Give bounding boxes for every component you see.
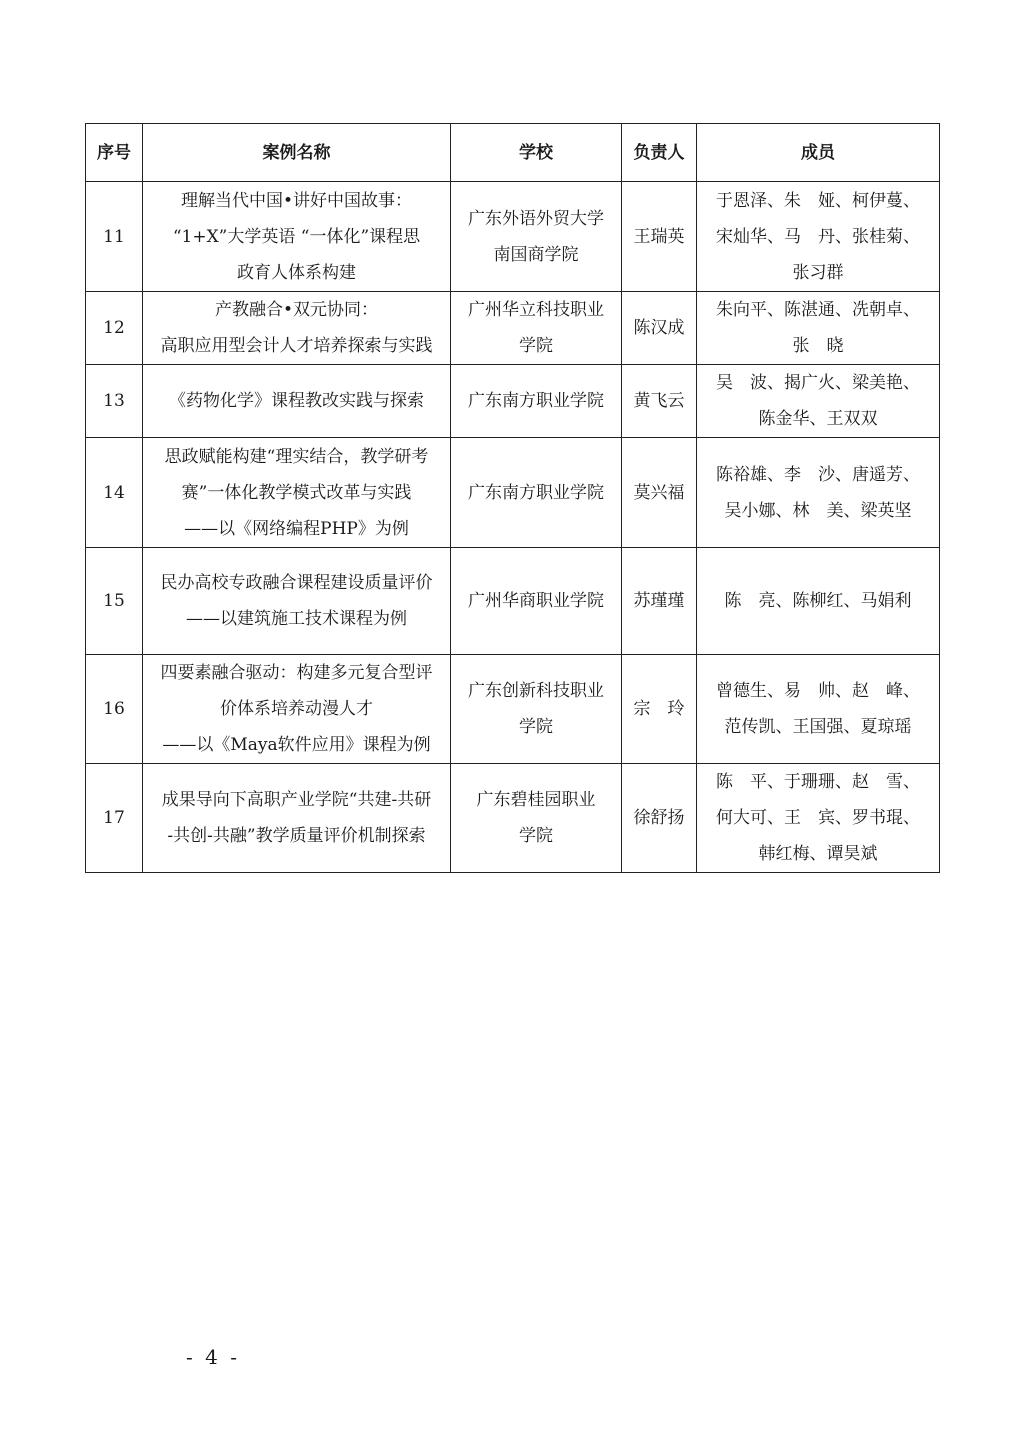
row-school [451, 655, 622, 764]
row-members [697, 438, 940, 548]
row-leader: 王瑞英 [622, 182, 697, 292]
row-members [697, 548, 940, 655]
school-line: 学院 [519, 717, 553, 737]
school-line: 广州华立科技职业 [468, 300, 604, 320]
page-number: - 4 - [186, 1345, 240, 1369]
case-name-line: ——以《Maya软件应用》课程为例 [162, 735, 431, 755]
table-row [86, 438, 940, 548]
row-school [451, 292, 622, 365]
row-school [451, 764, 622, 873]
case-name-line: 四要素融合驱动：构建多元复合型评 [160, 663, 433, 683]
row-members [697, 292, 940, 365]
case-name-line: ——以《网络编程PHP》为例 [184, 518, 409, 539]
row-members [697, 182, 940, 292]
members-line: 韩红梅、谭昊斌 [758, 844, 878, 864]
row-index: 12 [86, 292, 143, 365]
school-line: 广东碧桂园职业 [476, 790, 596, 810]
members-line: 朱向平、陈湛通、冼朝卓、 [716, 300, 920, 320]
row-index: 13 [86, 365, 143, 438]
row-members [697, 655, 940, 764]
row-index: 11 [86, 182, 143, 292]
case-name-line: 产教融合•双元协同： [214, 300, 379, 320]
case-name-line: 赛”一体化教学模式改革与实践 [181, 482, 412, 503]
table-row [86, 548, 940, 655]
row-index: 15 [86, 548, 143, 655]
row-case-name [143, 365, 451, 438]
row-case-name [143, 764, 451, 873]
case-name-line: 政育人体系构建 [237, 262, 356, 283]
row-case-name [143, 655, 451, 764]
row-leader: 莫兴福 [622, 438, 697, 548]
row-school [451, 365, 622, 438]
header-members: 成员 [697, 124, 940, 182]
header-index: 序号 [86, 124, 143, 182]
table-row [86, 182, 940, 292]
table-header-row [86, 124, 940, 182]
case-name-line: 成果导向下高职产业学院“共建-共研 [161, 790, 432, 810]
school-line: 广州华商职业学院 [468, 591, 604, 611]
case-name-line: 民办高校专政融合课程建设质量评价 [160, 573, 433, 593]
header-leader: 负责人 [622, 124, 697, 182]
school-line: 广东南方职业学院 [468, 482, 604, 503]
school-line: 学院 [519, 336, 553, 356]
members-line: 宋灿华、马 丹、张桂菊、 [716, 226, 920, 247]
row-case-name [143, 182, 451, 292]
members-line: 陈金华、王双双 [758, 409, 878, 429]
members-line: 陈 平、于珊珊、赵 雪、 [716, 772, 920, 792]
members-line: 于恩泽、朱 娅、柯伊蔓、 [716, 190, 920, 211]
case-name-line: 价体系培养动漫人才 [220, 699, 373, 719]
row-case-name [143, 292, 451, 365]
members-line: 何大可、王 宾、罗书琨、 [716, 808, 920, 828]
school-line: 南国商学院 [493, 244, 579, 265]
row-school [451, 182, 622, 292]
header-school: 学校 [451, 124, 622, 182]
row-leader: 徐舒扬 [622, 764, 697, 873]
table-row [86, 365, 940, 438]
case-name-line: 高职应用型会计人才培养探索与实践 [160, 336, 433, 356]
members-line: 陈裕雄、李 沙、唐遥芳、 [716, 464, 920, 485]
members-line: 吴 波、揭广火、梁美艳、 [716, 373, 920, 393]
members-line: 吴小娜、林 美、梁英坚 [724, 500, 912, 521]
row-leader: 苏瑾瑾 [622, 548, 697, 655]
table-row [86, 655, 940, 764]
row-school [451, 438, 622, 548]
row-leader: 宗 玲 [622, 655, 697, 764]
school-line: 广东南方职业学院 [468, 391, 604, 411]
members-line: 张 晓 [792, 336, 844, 356]
row-members [697, 764, 940, 873]
case-name-line: 思政赋能构建“理实结合，教学研考 [164, 446, 429, 467]
case-name-line: “1+X”大学英语 “一体化”课程思 [172, 226, 421, 247]
table-row [86, 764, 940, 873]
header-case-name: 案例名称 [143, 124, 451, 182]
school-line: 广东创新科技职业 [468, 681, 604, 701]
row-leader: 黄飞云 [622, 365, 697, 438]
row-school [451, 548, 622, 655]
case-table [85, 123, 940, 873]
members-line: 曾德生、易 帅、赵 峰、 [716, 681, 920, 701]
row-case-name [143, 438, 451, 548]
table-row [86, 292, 940, 365]
members-line: 陈 亮、陈柳红、马娟利 [724, 591, 912, 611]
row-index: 17 [86, 764, 143, 873]
school-line: 广东外语外贸大学 [468, 208, 604, 229]
case-name-line: 理解当代中国•讲好中国故事： [180, 190, 413, 211]
school-line: 学院 [519, 826, 553, 846]
members-line: 张习群 [792, 262, 844, 283]
row-members [697, 365, 940, 438]
row-case-name [143, 548, 451, 655]
row-index: 14 [86, 438, 143, 548]
case-name-line: -共创-共融”教学质量评价机制探索 [167, 826, 426, 846]
case-name-line: 《药物化学》课程教改实践与探索 [169, 391, 424, 411]
row-index: 16 [86, 655, 143, 764]
members-line: 范传凯、王国强、夏琼瑶 [724, 717, 912, 737]
case-name-line: ——以建筑施工技术课程为例 [186, 609, 407, 629]
row-leader: 陈汉成 [622, 292, 697, 365]
